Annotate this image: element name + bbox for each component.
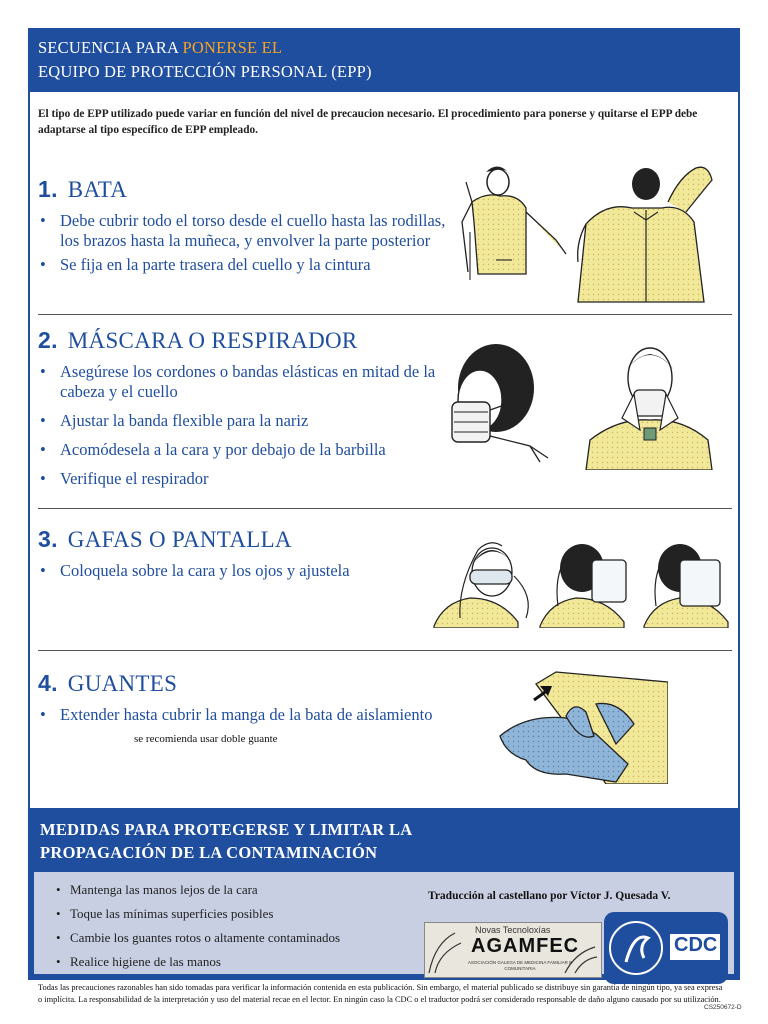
header-line-2: EQUIPO DE PROTECCIÓN PERSONAL (EPP) xyxy=(38,62,372,81)
mask-illustration xyxy=(450,340,740,470)
header-line-1: SECUENCIA PARA PONERSE EL xyxy=(38,38,283,57)
cdc-logo xyxy=(604,912,728,984)
section-3-bullets xyxy=(36,561,446,581)
section-4-title: 4. GUANTES xyxy=(38,670,178,696)
disclaimer-text: Todas las precauciones razonables han sido tomadas para verificar la información contenida en esta publicación. Sin embargo, el material publicado se distribuye sin garantía de ningún tipo, ya sea expresa o implícita. La responsabilidad de la interpretación y uso del material recae en el lector. En ningún caso la CDC o el traductor podrá ser considerado responsable de daño alguno causado por su utilización. xyxy=(38,983,723,1004)
logo-text-3: ASOCIACIÓN GALEGA DE MEDICINA FAMILIAR E COMUNITARIA xyxy=(467,960,573,971)
bullet: • Debe cubrir todo el torso desde el cuello hasta las rodillas, los brazos hasta la muñeca, y envolver la parte posterior xyxy=(36,211,446,251)
divider xyxy=(38,508,732,509)
logo-text-2: AGAMFEC xyxy=(471,935,580,957)
bottom-title-2: PROPAGACIÓN DE LA CONTAMINACIÓN xyxy=(40,843,378,862)
double-glove-note: se recomienda usar doble guante xyxy=(134,733,278,745)
divider xyxy=(38,314,732,315)
section-2-bullets xyxy=(36,362,446,489)
bottom-title-1: MEDIDAS PARA PROTEGERSE Y LIMITAR LA xyxy=(40,820,413,839)
gown-illustration xyxy=(456,162,736,310)
header-highlight: PONERSE EL xyxy=(182,38,283,57)
logo-text-1: Novas Tecnoloxías xyxy=(475,925,551,935)
goggles-illustration xyxy=(430,536,730,628)
cdc-text: CDC xyxy=(674,934,718,956)
bullet: • Asegúrese los cordones o bandas elásticas en mitad de la cabeza y el cuello xyxy=(36,362,446,402)
bullet: • Coloquela sobre la cara y los ojos y ajustela xyxy=(36,561,446,581)
section-3-title: 3. GAFAS O PANTALLA xyxy=(38,526,292,552)
agamfec-logo xyxy=(424,922,602,978)
gloves-illustration xyxy=(496,664,668,784)
bullet: • Verifique el respirador xyxy=(36,469,446,489)
bullet: • Se fija en la parte trasera del cuello y la cintura xyxy=(36,255,446,275)
document-code: CS250672-D xyxy=(704,1004,742,1011)
list-item: • Realice higiene de las manos xyxy=(44,950,340,974)
bullet: • Extender hasta cubrir la manga de la bata de aislamiento xyxy=(36,705,496,725)
section-1-title: 1. BATA xyxy=(38,176,128,202)
list-item: • Toque las mínimas superficies posibles xyxy=(44,902,340,926)
protection-list xyxy=(44,878,340,974)
translation-credit: Traducción al castellano por Víctor J. Quesada V. xyxy=(428,890,671,902)
list-item: • Cambie los guantes rotos o altamente contaminados xyxy=(44,926,340,950)
bullet: • Ajustar la banda flexible para la nariz xyxy=(36,411,446,431)
section-4-bullets xyxy=(36,705,496,725)
intro-text: El tipo de EPP utilizado puede variar en función del nivel de precaucion necesario. El procedimiento para ponerse y quitarse el EPP debe adaptarse al tipo específico de EPP empleado. xyxy=(38,108,698,136)
divider xyxy=(38,650,732,651)
list-item: • Mantenga las manos lejos de la cara xyxy=(44,878,340,902)
header-banner xyxy=(28,28,740,92)
bullet: • Acomódesela a la cara y por debajo de la barbilla xyxy=(36,440,446,460)
section-1-bullets xyxy=(36,211,446,275)
logo-ornament xyxy=(425,923,601,977)
section-2-title: 2. MÁSCARA O RESPIRADOR xyxy=(38,327,358,353)
